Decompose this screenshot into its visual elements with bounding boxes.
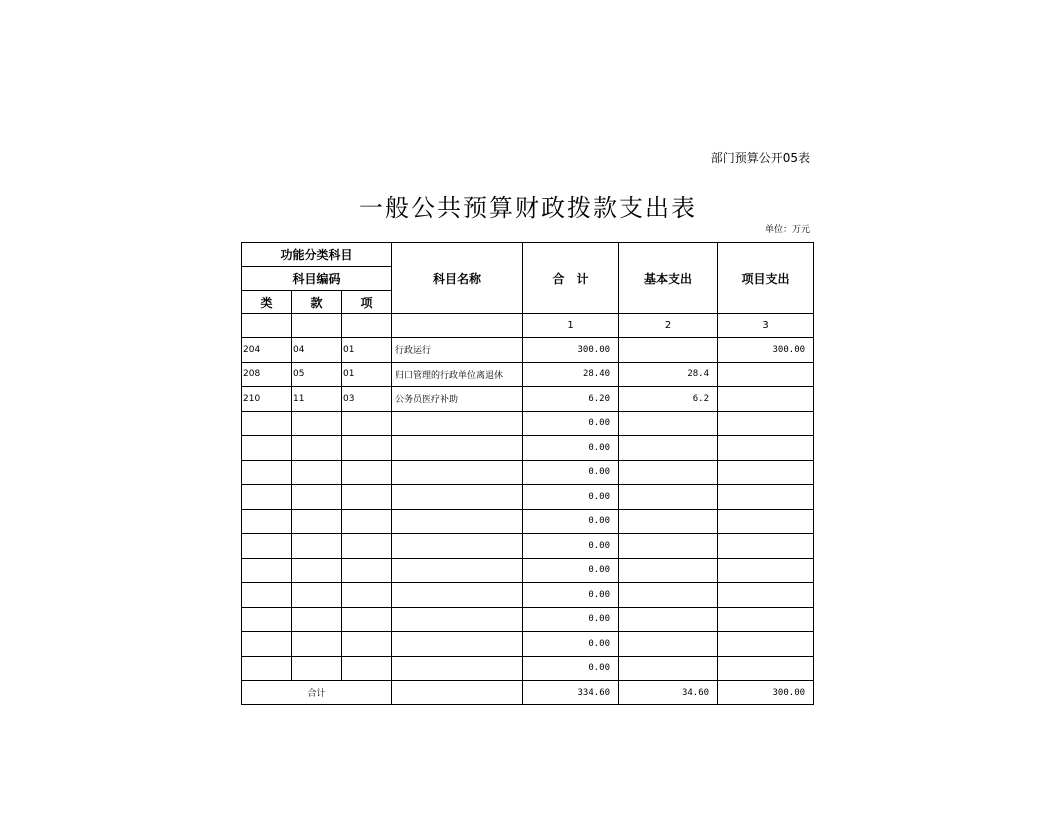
cell-lei xyxy=(242,509,292,534)
cell-lei: 204 xyxy=(242,338,292,363)
index-cell xyxy=(292,314,342,338)
cell-xiang xyxy=(342,460,392,485)
header-subject-code: 科目编码 xyxy=(242,267,392,291)
cell-lei xyxy=(242,534,292,559)
table-row xyxy=(242,583,814,608)
cell-lei xyxy=(242,558,292,583)
cell-total: 0.00 xyxy=(523,583,619,608)
cell-basic: 28.4 xyxy=(619,362,718,387)
cell-lei xyxy=(242,460,292,485)
cell-subject-name xyxy=(392,436,523,461)
cell-basic xyxy=(619,411,718,436)
cell-lei xyxy=(242,656,292,681)
cell-project xyxy=(718,558,814,583)
index-cell xyxy=(342,314,392,338)
cell-kuan xyxy=(292,583,342,608)
cell-project xyxy=(718,583,814,608)
table-row xyxy=(242,485,814,510)
index-row xyxy=(242,314,814,338)
cell-lei: 210 xyxy=(242,387,292,412)
table-row xyxy=(242,534,814,559)
cell-lei xyxy=(242,411,292,436)
cell-kuan xyxy=(292,558,342,583)
cell-basic: 6.2 xyxy=(619,387,718,412)
cell-subject-name xyxy=(392,607,523,632)
cell-xiang xyxy=(342,411,392,436)
cell-subject-name: 公务员医疗补助 xyxy=(392,387,523,412)
cell-basic xyxy=(619,583,718,608)
cell-xiang xyxy=(342,583,392,608)
cell-xiang: 01 xyxy=(342,338,392,363)
table-row xyxy=(242,607,814,632)
cell-basic xyxy=(619,436,718,461)
header-xiang: 项 xyxy=(342,291,392,314)
cell-total: 28.40 xyxy=(523,362,619,387)
cell-total: 0.00 xyxy=(523,509,619,534)
cell-lei xyxy=(242,436,292,461)
table-row xyxy=(242,460,814,485)
cell-basic xyxy=(619,632,718,657)
cell-total: 0.00 xyxy=(523,460,619,485)
cell-kuan xyxy=(292,534,342,559)
index-cell: 2 xyxy=(619,314,718,338)
cell-total: 0.00 xyxy=(523,656,619,681)
index-cell: 3 xyxy=(718,314,814,338)
table-row xyxy=(242,411,814,436)
cell-project xyxy=(718,436,814,461)
cell-subject-name xyxy=(392,411,523,436)
cell-subject-name: 归口管理的行政单位离退休 xyxy=(392,362,523,387)
cell-project xyxy=(718,362,814,387)
header-func-category: 功能分类科目 xyxy=(242,243,392,267)
cell-basic xyxy=(619,338,718,363)
index-cell xyxy=(392,314,523,338)
cell-project xyxy=(718,656,814,681)
table-row xyxy=(242,509,814,534)
cell-project xyxy=(718,460,814,485)
cell-basic xyxy=(619,534,718,559)
table-row xyxy=(242,387,814,412)
index-cell: 1 xyxy=(523,314,619,338)
header-basic: 基本支出 xyxy=(619,243,718,314)
table-row xyxy=(242,656,814,681)
cell-lei xyxy=(242,632,292,657)
total-total-cell: 334.60 xyxy=(523,681,619,705)
cell-kuan xyxy=(292,632,342,657)
cell-basic xyxy=(619,607,718,632)
cell-project xyxy=(718,485,814,510)
cell-xiang xyxy=(342,607,392,632)
page-title: 一般公共预算财政拨款支出表 xyxy=(359,194,697,222)
cell-kuan xyxy=(292,460,342,485)
cell-xiang xyxy=(342,509,392,534)
cell-kuan xyxy=(292,485,342,510)
cell-subject-name xyxy=(392,534,523,559)
table-row xyxy=(242,558,814,583)
cell-basic xyxy=(619,509,718,534)
cell-subject-name xyxy=(392,460,523,485)
cell-project: 300.00 xyxy=(718,338,814,363)
header-subject-name: 科目名称 xyxy=(392,243,523,314)
cell-subject-name xyxy=(392,656,523,681)
cell-project xyxy=(718,607,814,632)
cell-subject-name xyxy=(392,583,523,608)
cell-total: 6.20 xyxy=(523,387,619,412)
header-kuan: 款 xyxy=(292,291,342,314)
cell-lei: 208 xyxy=(242,362,292,387)
cell-basic xyxy=(619,485,718,510)
total-name-cell xyxy=(392,681,523,705)
cell-total: 0.00 xyxy=(523,534,619,559)
cell-kuan: 11 xyxy=(292,387,342,412)
cell-xiang xyxy=(342,534,392,559)
budget-table xyxy=(241,242,814,705)
cell-kuan xyxy=(292,607,342,632)
header-project: 项目支出 xyxy=(718,243,814,314)
cell-project xyxy=(718,509,814,534)
cell-kuan xyxy=(292,656,342,681)
cell-project xyxy=(718,387,814,412)
cell-xiang xyxy=(342,558,392,583)
table-row xyxy=(242,338,814,363)
cell-lei xyxy=(242,607,292,632)
cell-total: 0.00 xyxy=(523,607,619,632)
cell-total: 0.00 xyxy=(523,485,619,510)
cell-basic xyxy=(619,460,718,485)
cell-kuan xyxy=(292,509,342,534)
cell-total: 0.00 xyxy=(523,411,619,436)
cell-kuan xyxy=(292,411,342,436)
cell-xiang xyxy=(342,632,392,657)
index-cell xyxy=(242,314,292,338)
cell-basic xyxy=(619,656,718,681)
cell-project xyxy=(718,534,814,559)
cell-subject-name: 行政运行 xyxy=(392,338,523,363)
cell-total: 0.00 xyxy=(523,436,619,461)
cell-basic xyxy=(619,558,718,583)
table-row xyxy=(242,436,814,461)
cell-total: 0.00 xyxy=(523,632,619,657)
cell-kuan xyxy=(292,436,342,461)
cell-xiang xyxy=(342,436,392,461)
cell-xiang: 01 xyxy=(342,362,392,387)
cell-xiang xyxy=(342,656,392,681)
cell-subject-name xyxy=(392,632,523,657)
cell-kuan: 05 xyxy=(292,362,342,387)
cell-subject-name xyxy=(392,485,523,510)
table-row xyxy=(242,632,814,657)
cell-xiang xyxy=(342,485,392,510)
form-code-label: 部门预算公开05表 xyxy=(710,151,810,165)
cell-total: 0.00 xyxy=(523,558,619,583)
cell-lei xyxy=(242,485,292,510)
cell-project xyxy=(718,411,814,436)
cell-subject-name xyxy=(392,558,523,583)
cell-lei xyxy=(242,583,292,608)
cell-subject-name xyxy=(392,509,523,534)
total-project-cell: 300.00 xyxy=(718,681,814,705)
unit-label: 单位：万元 xyxy=(764,225,810,235)
cell-kuan: 04 xyxy=(292,338,342,363)
total-label: 合计 xyxy=(242,681,392,705)
cell-total: 300.00 xyxy=(523,338,619,363)
cell-xiang: 03 xyxy=(342,387,392,412)
header-lei: 类 xyxy=(242,291,292,314)
total-basic-cell: 34.60 xyxy=(619,681,718,705)
cell-project xyxy=(718,632,814,657)
total-row xyxy=(242,681,814,705)
header-total: 合 计 xyxy=(523,243,619,314)
table-row xyxy=(242,362,814,387)
